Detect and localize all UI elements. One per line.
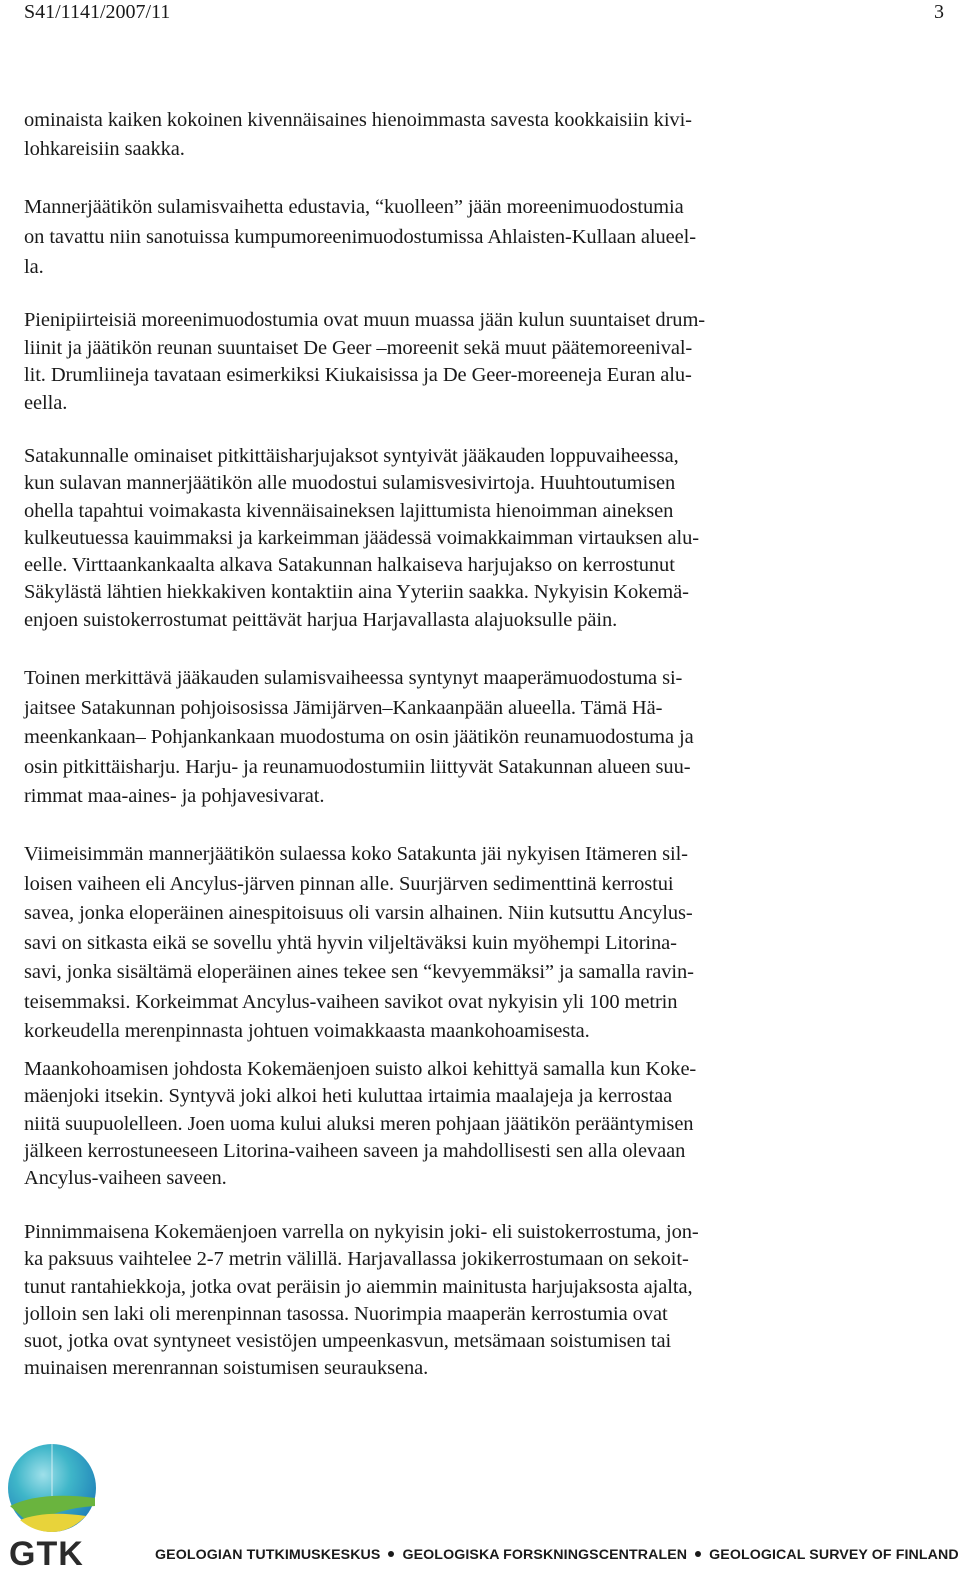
- org-name-sv: GEOLOGISKA FORSKNINGSCENTRALEN: [402, 1547, 688, 1563]
- text-line: savi, jonka sisältämä eloperäinen aines tekee sen “kevyemmäksi” ja samalla ravin-: [24, 961, 694, 983]
- text-line: ohella tapahtui voimakasta kivennäisaineksen lajittumista hienoimman aineksen: [24, 499, 674, 522]
- bullet-icon: [695, 1551, 701, 1557]
- text-line: ominaista kaiken kokoinen kivennäisaines hienoimmasta savesta kookkaisiin kivi-: [24, 109, 692, 131]
- text-line: Mannerjäätikön sulamisvaihetta edustavia, “kuolleen” jään moreenimuodostumia: [24, 196, 684, 218]
- text-line: Maankohoamisen johdosta Kokemäenjoen suisto alkoi kehittyä samalla kun Koke-: [24, 1058, 697, 1080]
- paragraph-3: [24, 307, 824, 417]
- text-line: korkeudella merenpinnasta johtuen voimakkaasta maankohoamisesta.: [24, 1020, 590, 1042]
- text-line: Viimeisimmän mannerjäätikön sulaessa koko Satakunta jäi nykyisen Itämeren sil-: [24, 843, 688, 865]
- paragraph-8: [24, 1219, 824, 1383]
- text-line: eelle. Virttaankankaalta alkava Satakunnan halkaiseva harjujakso on kerrostunut: [24, 554, 675, 577]
- text-line: enjoen suistokerrostumat peittävät harjua Harjavallasta alajuoksulle päin.: [24, 608, 618, 631]
- text-line: osin pitkittäisharju. Harju- ja reunamuodostumiin liittyvät Satakunnan alueen suu-: [24, 755, 691, 778]
- text-line: liinit ja jäätikön reunan suuntaiset De Geer –moreenit sekä muut päätemoreenival-: [24, 336, 693, 359]
- text-line: Toinen merkittävä jääkauden sulamisvaiheessa syntynyt maaperämuodostuma si-: [24, 667, 683, 689]
- text-line: niitä suupuolelleen. Joen uoma kului aluksi meren pohjaan jäätikön perääntymisen: [24, 1112, 694, 1135]
- bullet-icon: [388, 1551, 394, 1557]
- text-line: kun sulavan mannerjäätikön alle muodostui sulamisvesivirtoja. Huuhtoutumisen: [24, 472, 676, 495]
- org-name-fi: GEOLOGIAN TUTKIMUSKESKUS: [155, 1547, 381, 1563]
- text-line: jälkeen kerrostuneeseen Litorina-vaiheen saveen ja mahdollisesti sen alla olevaan: [24, 1139, 686, 1162]
- paragraph-2: [24, 192, 824, 282]
- text-line: Pienipiirteisiä moreenimuodostumia ovat muun muassa jään kulun suuntaiset drum-: [24, 309, 706, 331]
- paragraph-4: [24, 443, 824, 634]
- page-number: 3: [934, 1, 944, 23]
- text-line: kulkeutuessa kauimmaksi ja karkeimman jäädessä voimakkaimman virtauksen alu-: [24, 526, 699, 549]
- text-line: mäenjoki itsekin. Syntyvä joki alkoi heti kuluttaa irtaimia maalajeja ja kerrostaa: [24, 1085, 673, 1108]
- gtk-logo: [0, 1436, 110, 1576]
- paragraph-7: [24, 1056, 824, 1192]
- text-line: lit. Drumliineja tavataan esimerkiksi Kiukaisissa ja De Geer-moreeneja Euran alu-: [24, 364, 692, 386]
- document-reference: S41/1141/2007/11: [24, 1, 171, 23]
- text-line: jolloin sen laki oli merenpinnan tasossa. Nuorimpia maaperän kerrostumia ovat: [24, 1302, 668, 1325]
- gtk-logo-text: GTK: [9, 1535, 84, 1573]
- text-line: Pinnimmaisena Kokemäenjoen varrella on nykyisin joki- eli suistokerrostuma, jon-: [24, 1221, 699, 1243]
- text-line: loisen vaiheen eli Ancylus-järven pinnan alle. Suurjärven sedimenttinä kerrostui: [24, 872, 674, 895]
- text-line: la.: [24, 256, 44, 278]
- text-line: on tavattu niin sanotuissa kumpumoreenimuodostumissa Ahlaisten-Kullaan alueel-: [24, 226, 696, 248]
- text-line: ka paksuus vaihtelee 2-7 metrin välillä. Harjavallassa jokikerrostumaan on sekoit-: [24, 1248, 689, 1271]
- paragraph-5: [24, 664, 824, 812]
- text-line: tunut rantahiekkoja, jotka ovat peräisin jo aiemmin mainitusta harjujaksosta ajalta,: [24, 1275, 693, 1298]
- text-line: jaitsee Satakunnan pohjoisosissa Jämijärven–Kankaanpään alueella. Tämä Hä-: [24, 696, 663, 719]
- text-line: suot, jotka ovat syntyneet vesistöjen umpeenkasvun, metsämaan soistumisen tai: [24, 1330, 672, 1353]
- text-line: teisemmaksi. Korkeimmat Ancylus-vaiheen savikot ovat nykyisin yli 100 metrin: [24, 990, 678, 1013]
- footer: [0, 1436, 960, 1576]
- paragraph-6: [24, 840, 824, 1047]
- text-line: meenkankaan– Pohjankankaan muodostuma on osin jäätikön reunamuodostuma ja: [24, 726, 694, 748]
- org-name-en: GEOLOGICAL SURVEY OF FINLAND: [709, 1547, 959, 1563]
- text-line: savi on sitkasta eikä se sovellu yhtä hyvin viljeltäväksi kuin myöhempi Litorina-: [24, 931, 677, 954]
- text-line: lohkareisiin saakka.: [24, 138, 185, 160]
- text-line: rimmat maa-aines- ja pohjavesivarat.: [24, 785, 325, 807]
- text-line: Ancylus-vaiheen saveen.: [24, 1167, 227, 1190]
- text-line: Satakunnalle ominaiset pitkittäisharjujaksot syntyivät jääkauden loppuvaiheessa,: [24, 445, 679, 467]
- text-line: Säkylästä lähtien hiekkakiven kontaktiin aina Yyteriin saakka. Nykyisin Kokemä-: [24, 581, 689, 604]
- text-line: muinaisen merenrannan soistumisen seurauksena.: [24, 1357, 429, 1380]
- text-line: eella.: [24, 391, 68, 414]
- organization-names: [155, 1546, 959, 1564]
- gtk-globe-icon: [0, 1436, 110, 1536]
- text-line: savea, jonka eloperäinen ainespitoisuus oli varsin alhainen. Niin kutsuttu Ancylus-: [24, 902, 693, 924]
- paragraph-1: [24, 106, 824, 164]
